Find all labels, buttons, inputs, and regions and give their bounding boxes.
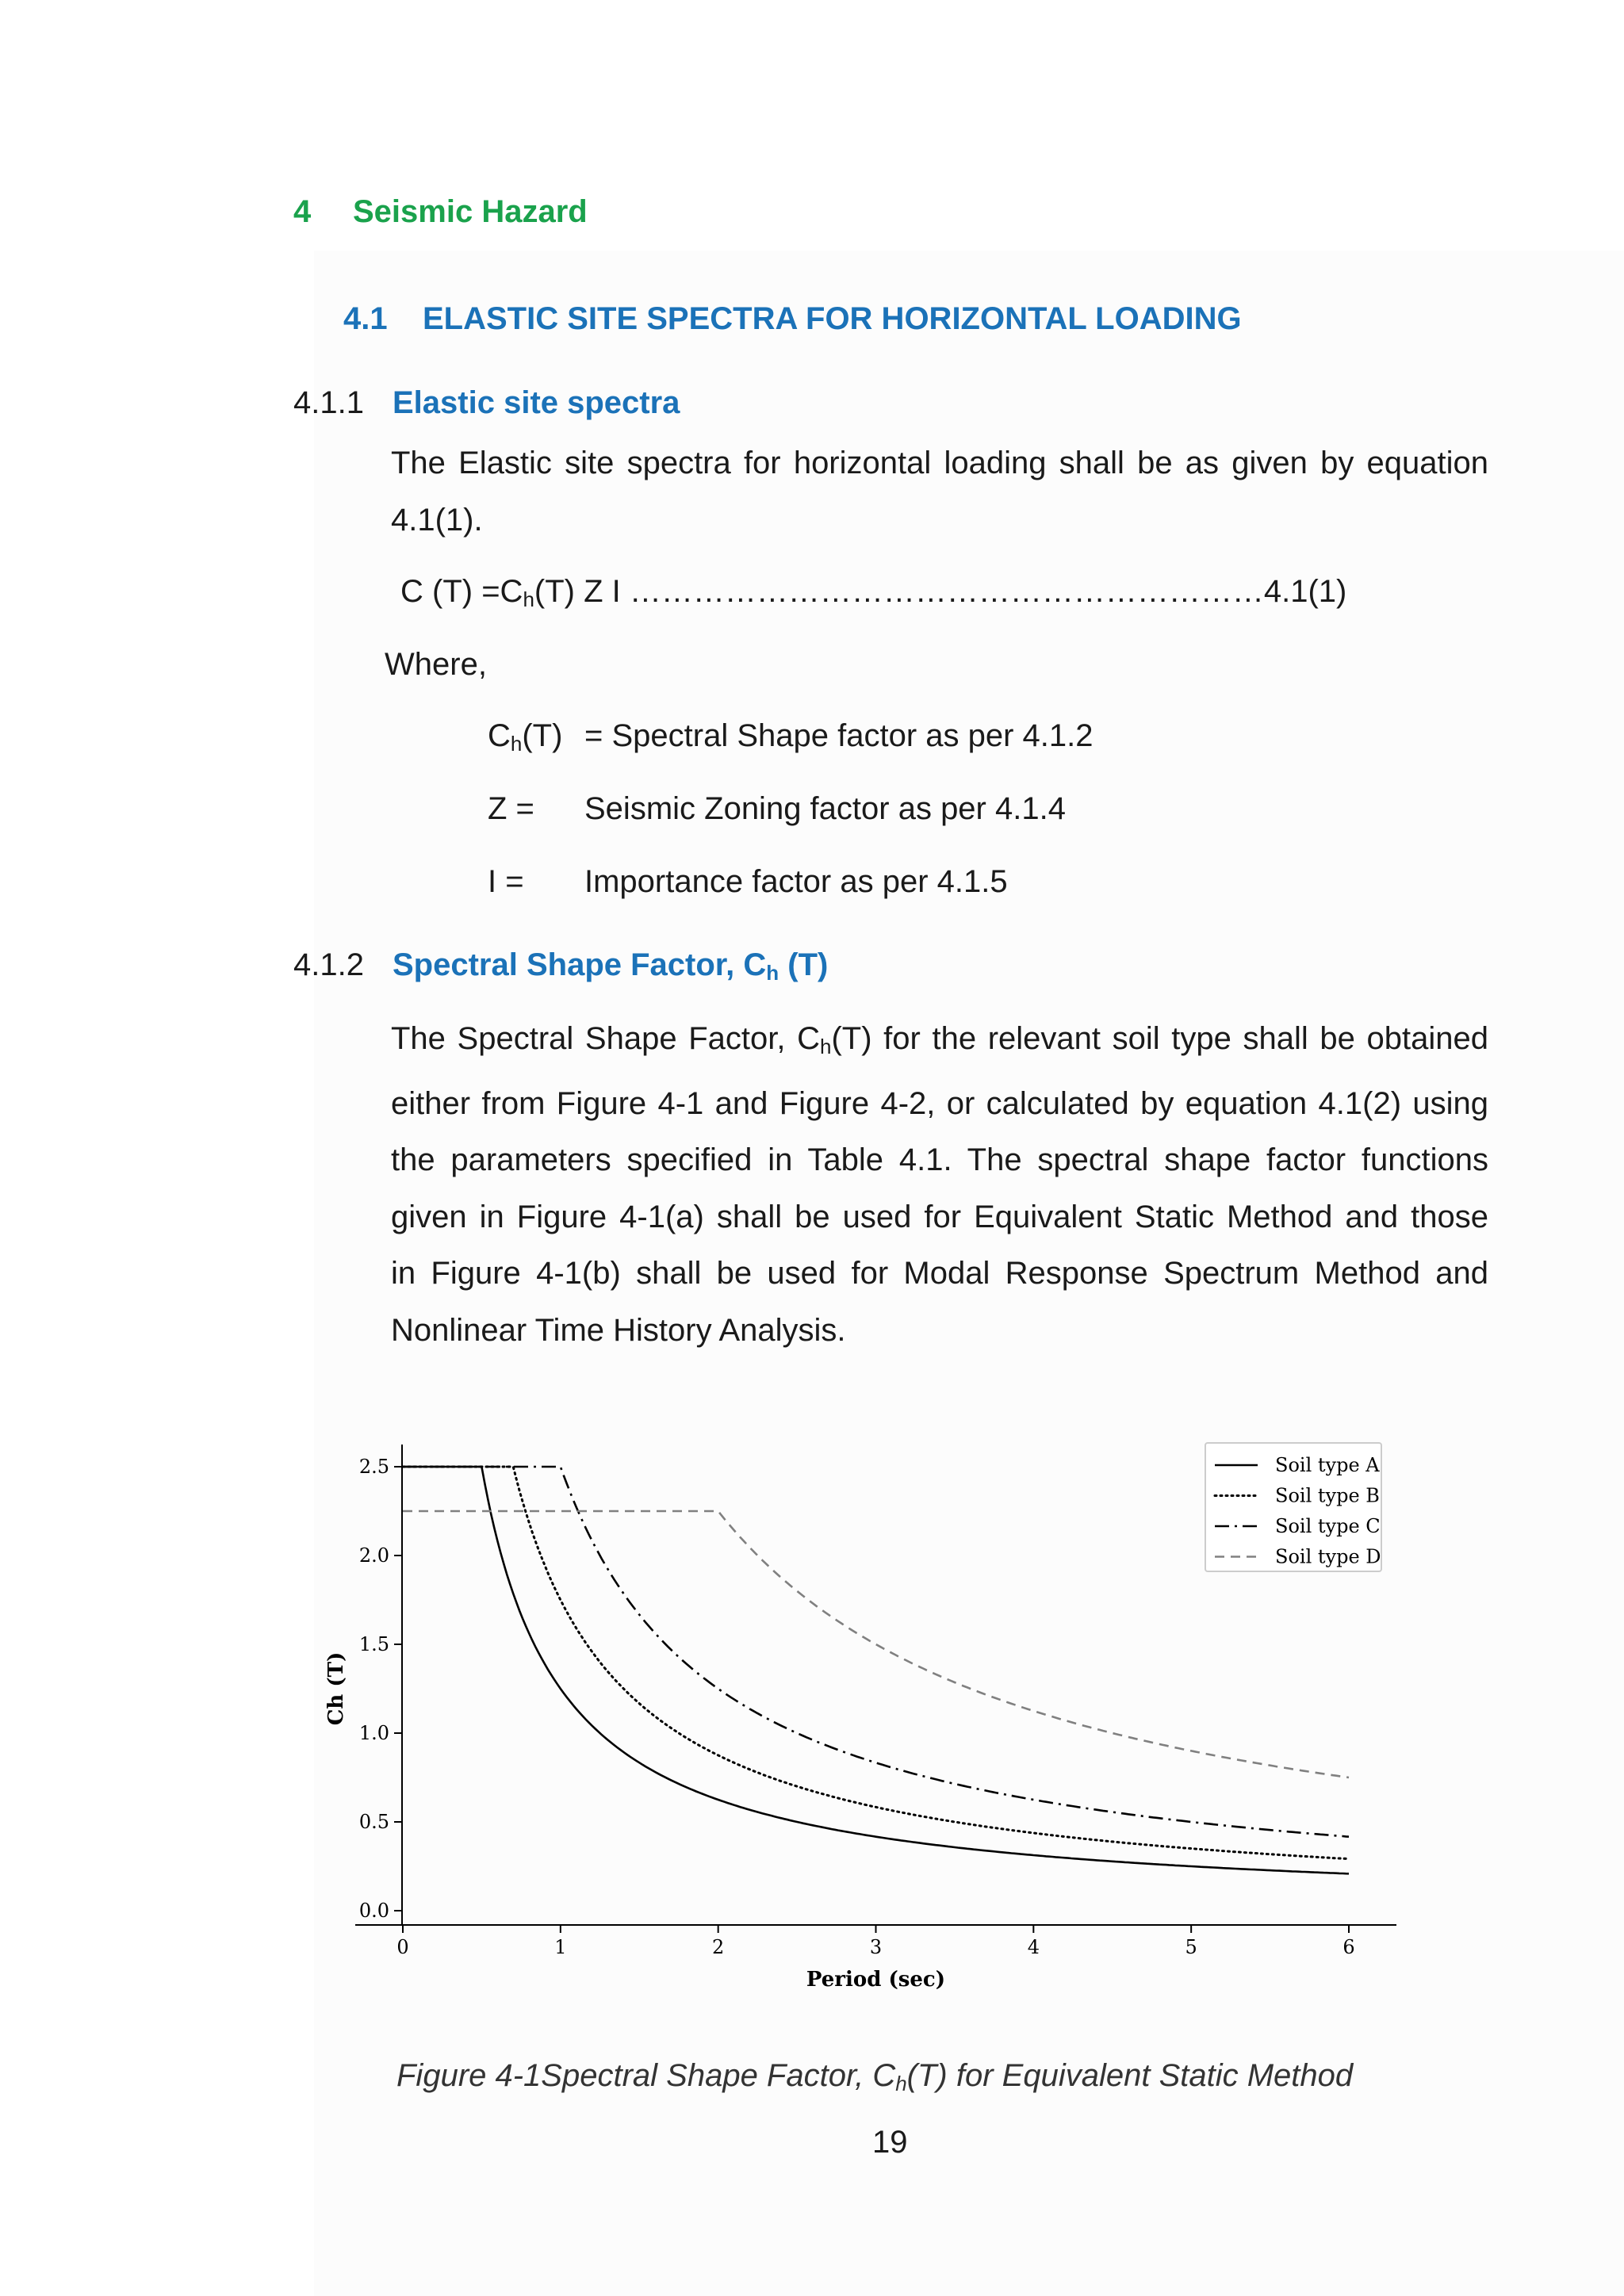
- def-desc-z: Seismic Zoning factor as per 4.1.4: [584, 791, 1066, 826]
- para-line: the parameters specified in Table 4.1. The spectral shape factor functions: [391, 1142, 1488, 1177]
- para-line: Nonlinear Time History Analysis.: [391, 1312, 846, 1348]
- def-symbol-z: Z =: [488, 791, 534, 826]
- equation-411: C $(T) =C_h(T)$ Z I ……………………………………………………4.1(1): [400, 574, 1347, 611]
- x-tick-label: 5: [1185, 1936, 1197, 1958]
- y-tick-label: 2.5: [358, 1456, 389, 1478]
- y-tick-label: 1.5: [358, 1633, 389, 1655]
- para-line: given in Figure 4-1(a) shall be used for Equivalent Static Method and those: [391, 1199, 1488, 1234]
- clause-411-title: Elastic site spectra: [393, 385, 680, 420]
- legend-label: Soil type B: [1275, 1484, 1380, 1507]
- x-tick-label: 1: [554, 1936, 567, 1958]
- y-tick-label: 2.0: [358, 1544, 389, 1567]
- legend-label: Soil type D: [1275, 1545, 1381, 1568]
- clause-411-number: 4.1.1: [293, 385, 364, 420]
- x-axis-label: Period (sec): [806, 1968, 946, 1992]
- def-desc-ch: = Spectral Shape factor as per 4.1.2: [584, 718, 1094, 753]
- para-line: The Spectral Shape Factor, $C_h(T)$ for the relevant soil type shall be obtained: [391, 1021, 1489, 1058]
- spectral-shape-chart: [314, 1427, 1424, 2014]
- x-tick-label: 0: [396, 1936, 409, 1958]
- page-number: 19: [872, 2125, 908, 2160]
- x-tick-label: 2: [712, 1936, 725, 1958]
- def-desc-i: Importance factor as per 4.1.5: [584, 864, 1008, 899]
- x-tick-label: 4: [1027, 1936, 1040, 1958]
- where-label: Where,: [385, 647, 487, 682]
- clause-411-intro-line1: The Elastic site spectra for horizontal loading shall be as given by equation: [391, 446, 1488, 480]
- section-number: 4: [293, 194, 312, 229]
- subsection-title: ELASTIC SITE SPECTRA FOR HORIZONTAL LOADING: [423, 301, 1242, 336]
- figure-caption: Figure 4-1Spectral Shape Factor, $C_h(T)$ for Equivalent Static Method: [396, 2058, 1354, 2095]
- y-tick-label: 0.0: [358, 1900, 389, 1922]
- clause-412-number: 4.1.2: [293, 947, 364, 982]
- para-line: in Figure 4-1(b) shall be used for Modal Response Spectrum Method and: [391, 1256, 1488, 1291]
- def-symbol-i: I =: [488, 864, 524, 899]
- x-tick-label: 6: [1342, 1936, 1355, 1958]
- x-tick-label: 3: [869, 1936, 883, 1958]
- clause-412-paragraph: [391, 1011, 1488, 1359]
- def-symbol-ch: $C_h(T)$: [488, 718, 563, 756]
- y-axis-label: Ch (T): [324, 1651, 348, 1726]
- clause-412-title: Spectral Shape Factor, $C_h$ (T): [393, 947, 829, 985]
- y-tick-label: 1.0: [358, 1722, 389, 1744]
- clause-411-intro-line2: 4.1(1).: [391, 503, 483, 538]
- legend-label: Soil type C: [1275, 1515, 1381, 1537]
- section-title: Seismic Hazard: [353, 194, 588, 229]
- chart-legend: [1205, 1443, 1381, 1571]
- legend-label: Soil type A: [1275, 1454, 1380, 1476]
- subsection-number: 4.1: [343, 301, 388, 336]
- y-tick-label: 0.5: [358, 1811, 389, 1833]
- para-line: either from Figure 4-1 and Figure 4-2, or calculated by equation 4.1(2) using: [391, 1085, 1488, 1121]
